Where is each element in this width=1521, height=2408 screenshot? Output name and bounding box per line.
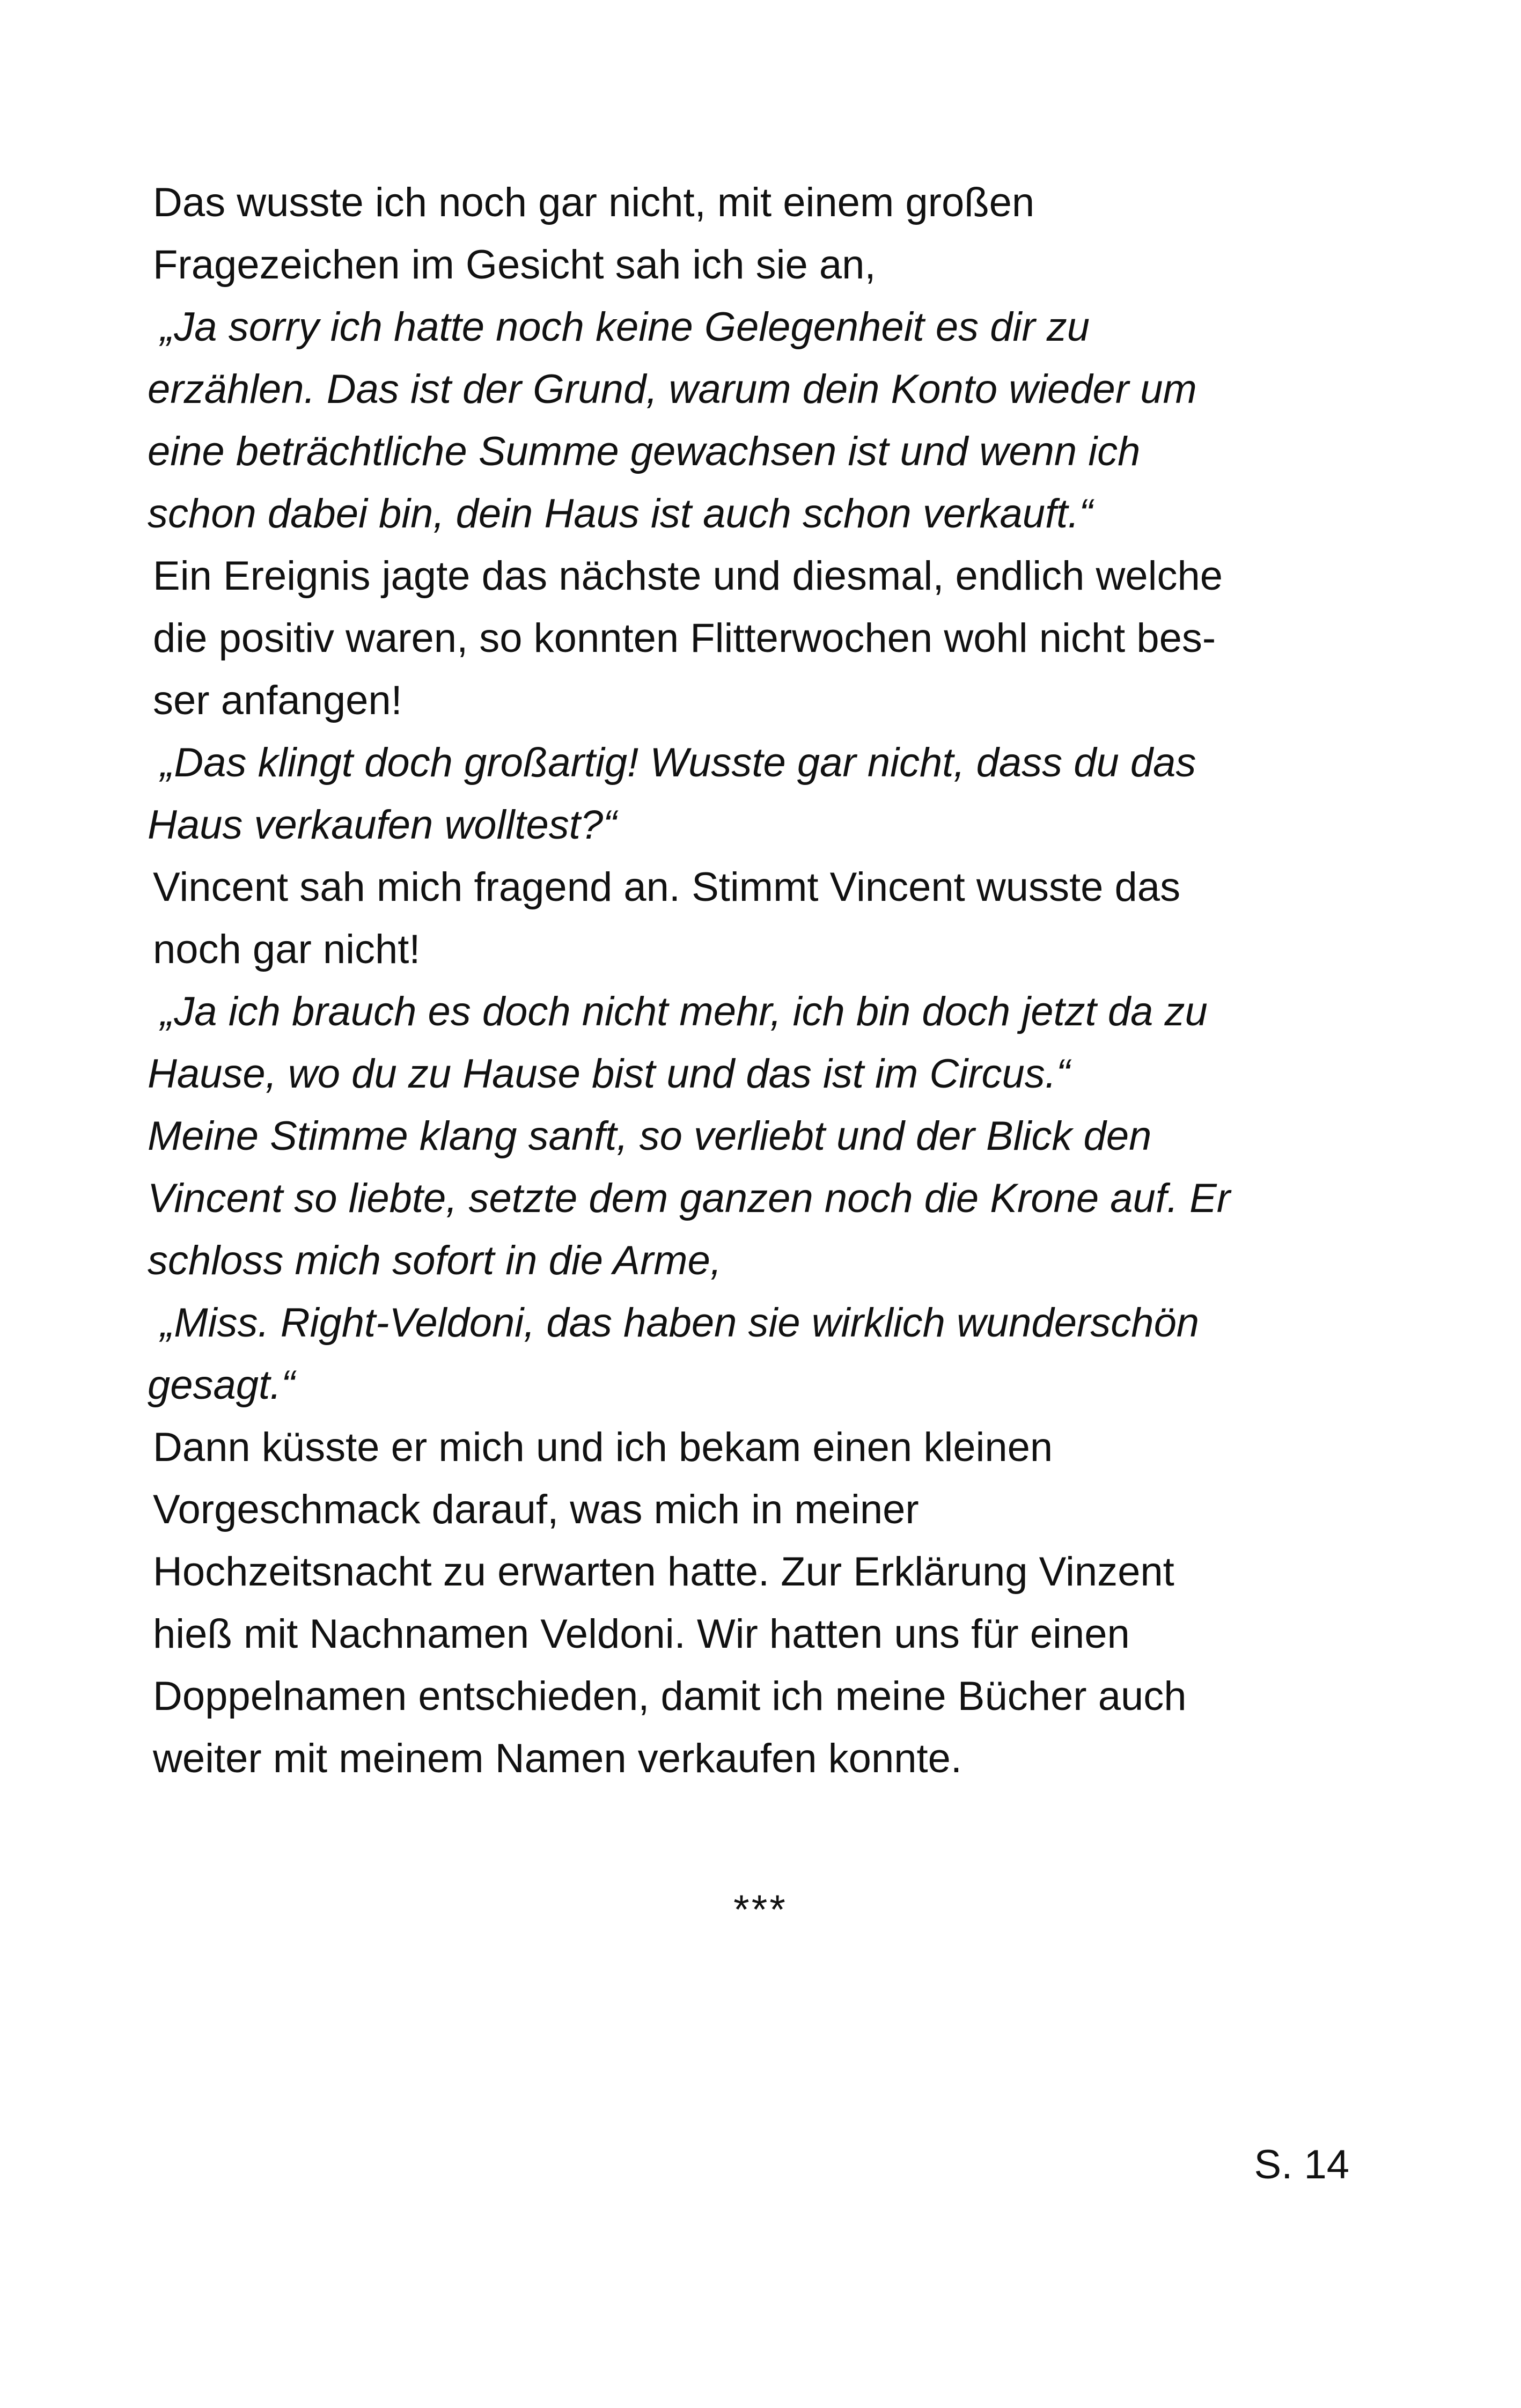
text-line: Fragezeichen im Gesicht sah ich sie an,	[153, 242, 876, 288]
dialogue-line: gesagt.“	[148, 1362, 295, 1408]
dialogue-line: Haus verkaufen wolltest?“	[148, 802, 617, 848]
text-line: Doppelnamen entschieden, damit ich meine Bücher auch	[153, 1673, 1187, 1719]
dialogue-line: schon dabei bin, dein Haus ist auch schon verkauft.“	[148, 491, 1093, 537]
text-line: weiter mit meinem Namen verkaufen konnte.	[153, 1736, 962, 1781]
text-line: ser anfangen!	[153, 678, 402, 723]
text-line: noch gar nicht!	[153, 927, 421, 972]
dialogue-line: erzählen. Das ist der Grund, warum dein Konto wieder um	[148, 366, 1197, 412]
dialogue-line: schloss mich sofort in die Arme,	[148, 1238, 722, 1283]
text-line: Das wusste ich noch gar nicht, mit einem großen	[153, 180, 1035, 225]
section-separator: ***	[733, 1887, 788, 1933]
dialogue-line: „Das klingt doch großartig! Wusste gar nicht, dass du das	[160, 740, 1196, 785]
dialogue-line: Vincent so liebte, setzte dem ganzen noch die Krone auf. Er	[148, 1176, 1231, 1221]
text-line: Hochzeitsnacht zu erwarten hatte. Zur Erklärung Vinzent	[153, 1549, 1174, 1595]
dialogue-line: „Miss. Right-Veldoni, das haben sie wirklich wunderschön	[160, 1300, 1200, 1346]
dialogue-line: „Ja ich brauch es doch nicht mehr, ich bin doch jetzt da zu	[160, 989, 1208, 1034]
text-line: Dann küsste er mich und ich bekam einen kleinen	[153, 1425, 1053, 1470]
text-line: Vorgeschmack darauf, was mich in meiner	[153, 1487, 919, 1532]
text-line: Ein Ereignis jagte das nächste und diesmal, endlich welche	[153, 553, 1223, 599]
page-number: S. 14	[1254, 2142, 1349, 2187]
dialogue-line: Hause, wo du zu Hause bist und das ist im Circus.“	[148, 1051, 1070, 1097]
dialogue-line: „Ja sorry ich hatte noch keine Gelegenheit es dir zu	[160, 304, 1090, 350]
text-line: hieß mit Nachnamen Veldoni. Wir hatten uns für einen	[153, 1611, 1130, 1657]
dialogue-line: eine beträchtliche Summe gewachsen ist und wenn ich	[148, 429, 1141, 474]
text-line: Vincent sah mich fragend an. Stimmt Vincent wusste das	[153, 864, 1181, 910]
body-text	[148, 172, 1365, 1790]
text-line: die positiv waren, so konnten Flitterwochen wohl nicht bes-	[153, 615, 1216, 661]
dialogue-line: Meine Stimme klang sanft, so verliebt und der Blick den	[148, 1113, 1152, 1159]
